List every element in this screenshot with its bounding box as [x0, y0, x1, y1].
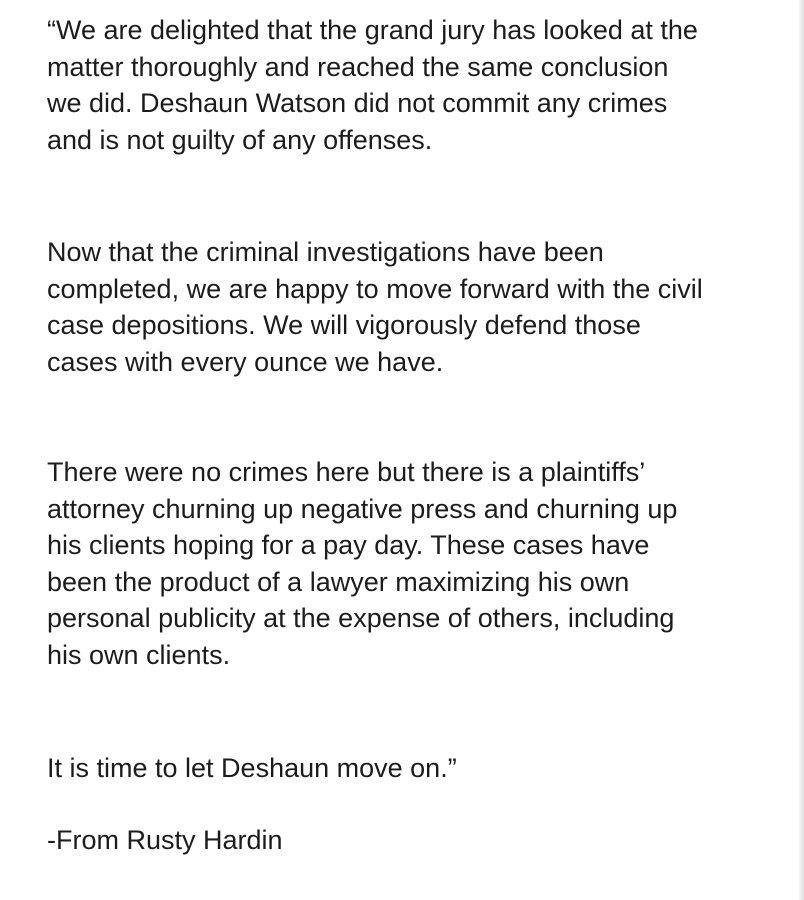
attribution	[47, 822, 782, 859]
statement-paragraph-3	[47, 454, 782, 673]
paragraph-line: It is time to let Deshaun move on.”	[47, 753, 457, 783]
page-edge-divider	[799, 0, 804, 900]
attribution-line: -From Rusty Hardin	[47, 825, 283, 855]
paragraph-line: been the product of a lawyer maximizing his own	[47, 566, 630, 597]
paragraph-line: matter thoroughly and reached the same conclusion	[47, 51, 669, 82]
statement-paragraph-2	[47, 234, 782, 380]
statement-paragraph-4	[47, 750, 782, 787]
paragraph-line: his clients hoping for a pay day. These cases have	[47, 530, 650, 560]
paragraph-line: case depositions. We will vigorously defend those	[47, 310, 641, 340]
statement-paragraph-1	[47, 12, 782, 158]
paragraph-line: personal publicity at the expense of others, including	[47, 603, 675, 633]
paragraph-line: attorney churning up negative press and churning up	[47, 493, 678, 524]
paragraph-line: and is not guilty of any offenses.	[47, 124, 433, 155]
paragraph-line: his own clients.	[47, 639, 231, 670]
paragraph-line: we did. Deshaun Watson did not commit any crimes	[47, 88, 668, 118]
paragraph-line: There were no crimes here but there is a plaintiffs’	[47, 457, 646, 487]
paragraph-line: “We are delighted that the grand jury has looked at the	[47, 15, 698, 45]
paragraph-line: cases with every ounce we have.	[47, 346, 444, 377]
paragraph-line: completed, we are happy to move forward with the civil	[47, 273, 703, 304]
paragraph-line: Now that the criminal investigations have been	[47, 237, 604, 267]
